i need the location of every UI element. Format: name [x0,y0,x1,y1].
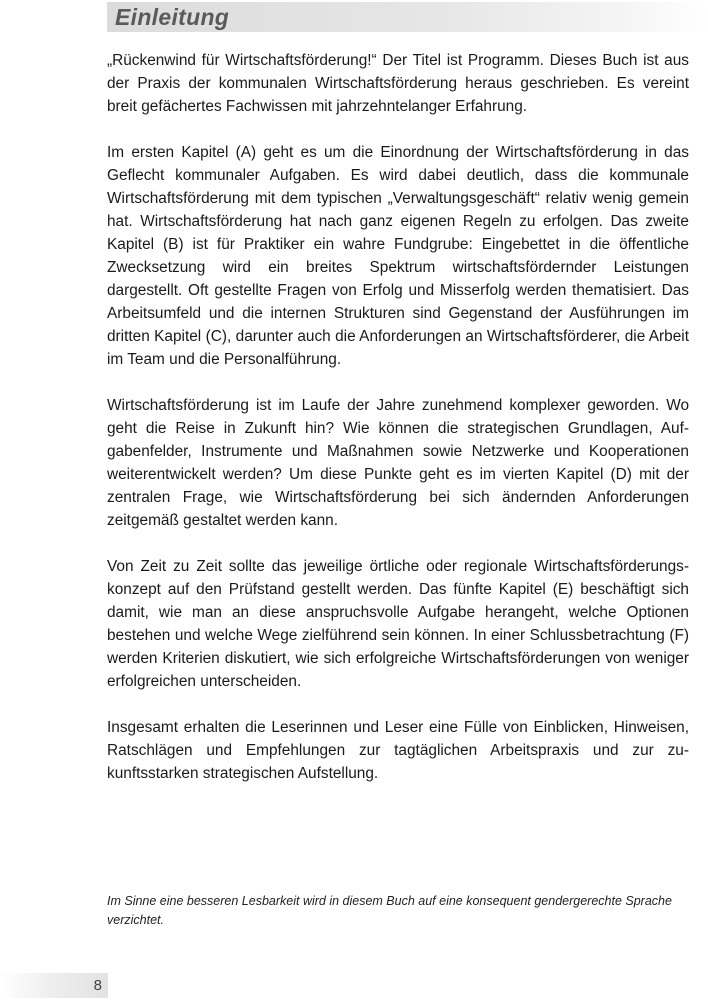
paragraph-summary: Insgesamt erhalten die Leserinnen und Leser eine Fülle von Einblicken, Hinweisen, Ratschlägen und Empfehlungen zur tagtäglichen Arbeitspraxis und zur zukunftsstarken strategischen Aufstellung. [107,719,689,782]
body-text [107,49,689,808]
page-number: 8 [93,977,102,994]
heading-bar [107,2,708,32]
paragraph-chapter-d: Wirtschaftsförderung ist im Laufe der Jahre zunehmend komplexer geworden. Wo geht die Reise in Zukunft hin? Wie können die strategischen Grundlagen, Aufgabenfelder, Instrumente und Maßnahmen sowie Netzwerke und Kooperationen weiterentwickelt werden? Um diese Punkte geht es im vierten Kapitel (D) mit der zentralen Frage, wie Wirtschaftsförderung bei sich ändernden Anforderungen zeitgemäß gestaltet werden kann. [107,397,689,529]
page-title: Einleitung [115,4,230,30]
paragraph-chapters-a-c: Im ersten Kapitel (A) geht es um die Einordnung der Wirtschaftsförderung in das Geflecht kommunaler Aufgaben. Es wird dabei deutlich, dass die kommunale Wirtschaftsförderung mit dem typischen „Verwaltungsgeschäft“ relativ wenig gemein hat. Wirtschaftsförderung hat nach ganz eigenen Regeln zu erfolgen. Das zweite Kapitel (B) ist für Praktiker ein wahre Fundgrube: Eingebettet in die öffentliche Zwecksetzung wird ein breites Spektrum wirtschaftsfördernder Leistungen dargestellt. Oft gestellte Fragen von Erfolg und Misserfolg werden thematisiert. Das Arbeitsumfeld und die internen Strukturen sind Gegenstand der Ausführungen im dritten Kapitel (C), darunter auch die Anforderungen an Wirtschaftsförderer, die Arbeit im Team und die Personalführung. [107,144,689,368]
paragraph-intro: „Rückenwind für Wirtschaftsförderung!“ Der Titel ist Programm. Dieses Buch ist aus der Praxis der kommunalen Wirtschaftsförderung heraus geschrieben. Es vereint breit gefächertes Fachwissen mit jahrzehntelanger Erfahrung. [107,52,689,115]
footnote: Im Sinne eine besseren Lesbarkeit wird in diesem Buch auf eine konsequent gendergerechte Sprache verzichtet. [107,894,672,927]
paragraph-chapters-e-f: Von Zeit zu Zeit sollte das jeweilige örtliche oder regionale Wirtschaftsförderungskonzept auf den Prüfstand gestellt werden. Das fünfte Kapitel (E) beschäftigt sich damit, wie man an diese anspruchsvolle Aufgabe herangeht, welche Optionen bestehen und welche Wege zielführend sein können. In einer Schlussbetrachtung (F) werden Kriterien diskutiert, wie sich erfolgreiche Wirtschaftsförderungen von weniger erfolgreichen unterscheiden. [107,558,689,690]
page-number-tab [0,973,108,998]
